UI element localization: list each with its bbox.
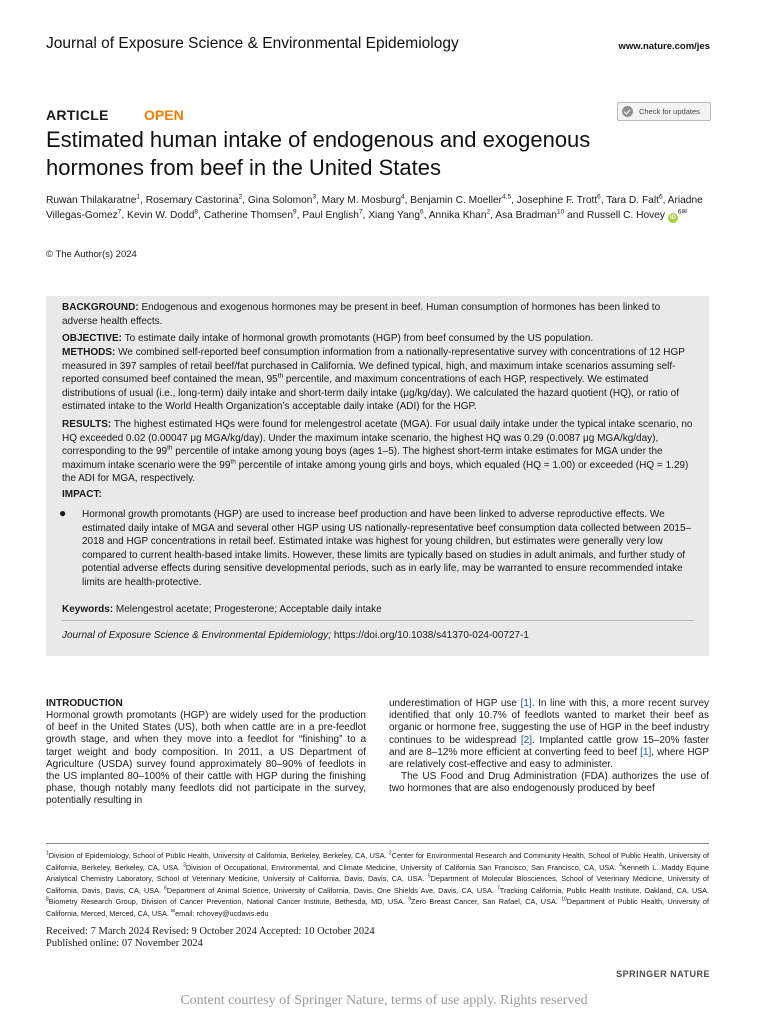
abstract-impact-heading	[62, 488, 696, 502]
author-affiliation-marker: 6	[597, 193, 601, 201]
author-name[interactable]: Benjamin C. Moeller	[410, 195, 503, 206]
footnote-marker: 6	[164, 885, 167, 892]
published-online-date: Published online: 07 November 2024	[46, 937, 203, 949]
results-text-c: percentile of intake among young girls and boys, which equaled (HQ = 1.00) or exceeded (HQ = 1.29) the ADI for MGA, respectively.	[62, 459, 689, 485]
footnote-marker: 9	[408, 896, 412, 903]
footnote-text: Kenneth L. Maddy Equine Analytical Chemistry Laboratory, School of Veterinary Medicine, University of California, Davis, Davis, CA, USA.	[46, 862, 710, 884]
background-text: Endogenous and exogenous hormones may be present in beef. Human consumption of hormones has been linked to adverse health effects.	[62, 302, 661, 327]
results-text-b: percentile of intake among young boys (ages 1–5). The highest short-term intake estimates for MGA under the maximum intake scenario were the 99	[62, 446, 663, 471]
abstract-results	[62, 418, 696, 486]
author-name[interactable]: Tara D. Falt	[606, 195, 659, 206]
author-name[interactable]: Paul English	[302, 210, 359, 221]
author-conjunction: and	[564, 210, 587, 221]
footnote-text: Department of Molecular Biosciences, School of Veterinary Medicine, University of California, Davis, Davis, CA, USA.	[46, 874, 710, 895]
results-sup-1: th	[167, 444, 173, 452]
footnote-marker: 1	[46, 850, 49, 857]
check-updates-label: Check for updates	[639, 107, 700, 116]
citation-doi-link[interactable]: https://doi.org/10.1038/s41370-024-00727-1	[333, 630, 529, 641]
journal-url[interactable]: www.nature.com/jes	[618, 41, 710, 52]
open-access-label: OPEN	[144, 107, 184, 123]
impact-bullet: ●	[59, 506, 67, 520]
springer-nature-logo: SPRINGER NATURE	[616, 969, 710, 979]
methods-text-a: We combined self-reported beef consumption information from a nationally-representative survey with concentrations of 12 HGP measured in 397 samples of retail beef/fat purchased in California. We defined typical, high, and maximum intake scenarios assuming self-reported consumed beef contained the mean, 95	[62, 347, 685, 386]
author-name[interactable]: Annika Khan	[428, 210, 487, 221]
intro-column-left	[46, 710, 366, 808]
author-affiliation-marker: 3	[312, 193, 317, 201]
author-name[interactable]: Xiang Yang	[368, 210, 420, 221]
keywords-label: Keywords:	[62, 604, 114, 615]
abstract-background	[62, 301, 696, 328]
methods-label: METHODS:	[62, 347, 116, 358]
reference-link-3[interactable]: [1]	[640, 746, 652, 758]
intro-paragraph-2: The US Food and Drug Administration (FDA) authorizes the use of two hormones that are also endogenously produced by beef	[389, 771, 709, 795]
author-affiliation-marker: 10	[556, 208, 565, 216]
methods-text-b: percentile, and maximum concentrations of each HGP, respectively. We estimated distributions of usual (i.e., long-term) daily intake and short-term daily intake (μg/kg/day). We calculated the hazard quotient (HQ), or ratio of estimated intake to the World Health Organization’s acceptable daily intake (ADI) for the HGP.	[62, 374, 679, 413]
footnote-text: Zero Breast Cancer, San Rafael, CA, USA.	[411, 897, 558, 907]
author-affiliation-marker: 7	[117, 208, 122, 216]
author-affiliation-marker: 4,5	[502, 193, 512, 201]
author-name[interactable]: Rosemary Castorina	[145, 195, 239, 206]
author-affiliation-marker: 1	[136, 193, 141, 201]
intro-paragraph-1-cont	[389, 698, 709, 771]
author-affiliation-marker: 7	[358, 208, 363, 216]
footnote-text: Biometry Research Group, Division of Cancer Prevention, National Cancer Institute, Bethesda, MD, USA.	[48, 897, 405, 907]
citation-journal: Journal of Exposure Science & Environmental Epidemiology;	[62, 630, 332, 641]
introduction-heading: INTRODUCTION	[46, 698, 123, 709]
reference-link-1[interactable]: [1]	[520, 698, 532, 709]
footnote-marker: 7	[496, 885, 500, 892]
reference-link-2[interactable]: [2]	[520, 734, 532, 746]
author-name[interactable]: Ruwan Thilakaratne	[46, 195, 137, 206]
footnote-marker: 2	[388, 850, 392, 857]
orcid-icon[interactable]: iD	[669, 215, 676, 221]
footnote-marker: 10	[561, 896, 567, 903]
results-text-a: The highest estimated HQs were found for melengestrol acetate (MGA). For usual daily intake under the typical intake scenario, no HQ exceeded 0.02 (0.00047 μg MGA/kg/day). Under the maximum intake scenario, the highest HQ was 0.29 (0.0087 μg MGA/kg/day), corresponding to the 99	[62, 419, 693, 458]
intro-text-d: , where HGP are relatively cost-effective and easy to administer.	[389, 746, 709, 771]
impact-label: IMPACT:	[62, 489, 102, 500]
author-affiliation-marker: 2	[238, 193, 243, 201]
abstract-objective	[62, 332, 696, 346]
abstract-divider	[62, 620, 694, 621]
abstract-methods	[62, 346, 696, 414]
intro-text-b: . In line with this, a more recent survey identified that only 10.7% of feedlots wanted to market their beef as organic or hormone free, suggesting the use of HGP in the beef industry continues to be widespread	[389, 698, 710, 746]
journal-title: Journal of Exposure Science & Environmental Epidemiology	[46, 35, 459, 52]
author-name[interactable]: Russell C. Hovey	[586, 210, 666, 221]
impact-text: Hormonal growth promotants (HGP) are used to increase beef production and have been linked to adverse reproductive effects. We estimated daily intake of MGA and several other HGP using US nationally-representative beef consumption data collected between 2015–2018 and HGP concentrations in retail beef. Estimated intake was highest for young children, but estimates were generally very low compared to current health-based intake limits. However, these limits are typically based on studies in adult animals, and further study of potential adverse effects during sensitive developmental periods, such as in early life, may be warranted to ensure recommended intake limits are health-protective.	[82, 509, 692, 588]
footnote-marker: 8	[46, 896, 49, 903]
footnote-marker: 4	[619, 862, 622, 869]
received-dates: Received: 7 March 2024 Revised: 9 October 2024 Accepted: 10 October 2024	[46, 926, 375, 937]
objective-text: To estimate daily intake of hormonal growth promotants (HGP) from beef consumed by the US population.	[124, 333, 594, 344]
footnote-text: Department of Public Health, University of California, Merced, Merced, CA, USA.	[46, 897, 710, 918]
objective-label: OBJECTIVE:	[62, 333, 123, 344]
intro-text-c: . Implanted cattle grow 15–20% faster and are 8–12% more efficient at converting feed to beef	[389, 734, 710, 758]
footnote-text: Center for Environmental Research and Community Health, School of Public Health, University of California, Berkeley, Berkeley, CA, USA.	[46, 851, 709, 872]
author-affiliation-marker: 6	[658, 193, 663, 201]
intro-column-right	[389, 698, 709, 796]
footnote-text[interactable]: email: rchovey@ucdavis.edu	[175, 908, 269, 918]
check-updates-icon	[622, 106, 633, 117]
author-affiliation-marker: 8	[194, 208, 199, 216]
footnote-marker: 5	[427, 873, 431, 880]
intro-text-a: underestimation of HGP use	[389, 698, 517, 709]
footnote-marker: ✉	[170, 908, 176, 915]
author-affiliation-marker: 2	[486, 208, 491, 216]
footnote-text: Division of Occupational, Environmental, and Climate Medicine, University of California San Francisco, San Francisco, CA, USA.	[185, 862, 617, 872]
paper-title	[46, 126, 726, 182]
article-type-label: ARTICLE	[46, 107, 109, 123]
citation	[62, 630, 529, 641]
paper-title-line-2: hormones from beef in the United States	[46, 155, 441, 180]
results-sup-2: th	[230, 458, 236, 466]
author-list: Ruwan Thilakaratne$^1$, Rosemary Castorina$^2$, Gina Solomon$^3$, Mary M. Mosburg$^4$, Benjamin C. Moeller$^{4,5}$, Josephine F. Trott$^6$, Tara D. Falt$^6$, Ariadne Villegas-Gomez$^7$, Kevin W. Dodd$^8$, Catherine Thomsen$^9$, Paul English$^7$, Xiang Yang$^6$, Annika Khan$^2$, Asa Bradman$^{10}$ and Russell C. Hovey $iD^{6✉}$	[46, 193, 703, 221]
author-name[interactable]: Josephine F. Trott	[516, 195, 598, 206]
footnote-divider	[46, 843, 709, 844]
courtesy-notice: Content courtesy of Springer Nature, terms of use apply. Rights reserved	[180, 993, 588, 1008]
intro-paragraph-1: Hormonal growth promotants (HGP) are widely used for the production of beef in the United States (US), both when cattle are in a pre-feedlot growth stage, and when they move into a feedlot for “finishing” to a target weight and body composition. In 2011, a US Department of Agriculture (USDA) survey found approximately 80–90% of feedlots in the US implanted 80–100% of their cattle with HGP during the finishing phase, though notably many feedlots did not participate in the survey, potentially resulting in	[46, 710, 366, 807]
affiliations-footnotes	[46, 850, 709, 920]
footnote-marker: 3	[183, 862, 186, 869]
author-name[interactable]: Gina Solomon	[247, 195, 313, 206]
author-affiliation-marker: 9	[293, 208, 297, 216]
author-name[interactable]: Mary M. Mosburg	[321, 195, 401, 206]
copyright: © The Author(s) 2024	[46, 249, 137, 260]
check-for-updates-button[interactable]	[617, 102, 711, 121]
author-affiliation-marker: 4	[401, 193, 405, 201]
author-name[interactable]: Asa Bradman	[495, 210, 557, 221]
abstract-box	[46, 296, 709, 656]
keywords	[62, 604, 382, 615]
footnote-text: Tracking California, Public Health Institute, Oakland, CA, USA.	[499, 885, 710, 895]
author-affiliation-marker: 6	[420, 208, 424, 216]
footnote-text: Division of Epidemiology, School of Public Health, University of California, Berkeley, Berkeley, CA, USA.	[48, 851, 387, 860]
methods-sup: th	[277, 372, 284, 380]
author-name[interactable]: Catherine Thomsen	[203, 210, 294, 221]
footnote-text: Department of Animal Science, University of California, Davis, One Shields Ave, Davis, CA, USA.	[166, 885, 494, 895]
author-name[interactable]: Kevin W. Dodd	[127, 210, 195, 221]
keywords-text: Melengestrol acetate; Progesterone; Acceptable daily intake	[115, 604, 382, 615]
background-label: BACKGROUND:	[62, 302, 139, 313]
publication-dates	[46, 926, 375, 949]
author-affiliation-marker: 6✉	[677, 208, 687, 216]
paper-title-line-1: Estimated human intake of endogenous and exogenous	[46, 127, 591, 152]
author-name[interactable]: Ariadne Villegas-Gomez	[46, 195, 703, 221]
results-label: RESULTS:	[62, 419, 112, 430]
